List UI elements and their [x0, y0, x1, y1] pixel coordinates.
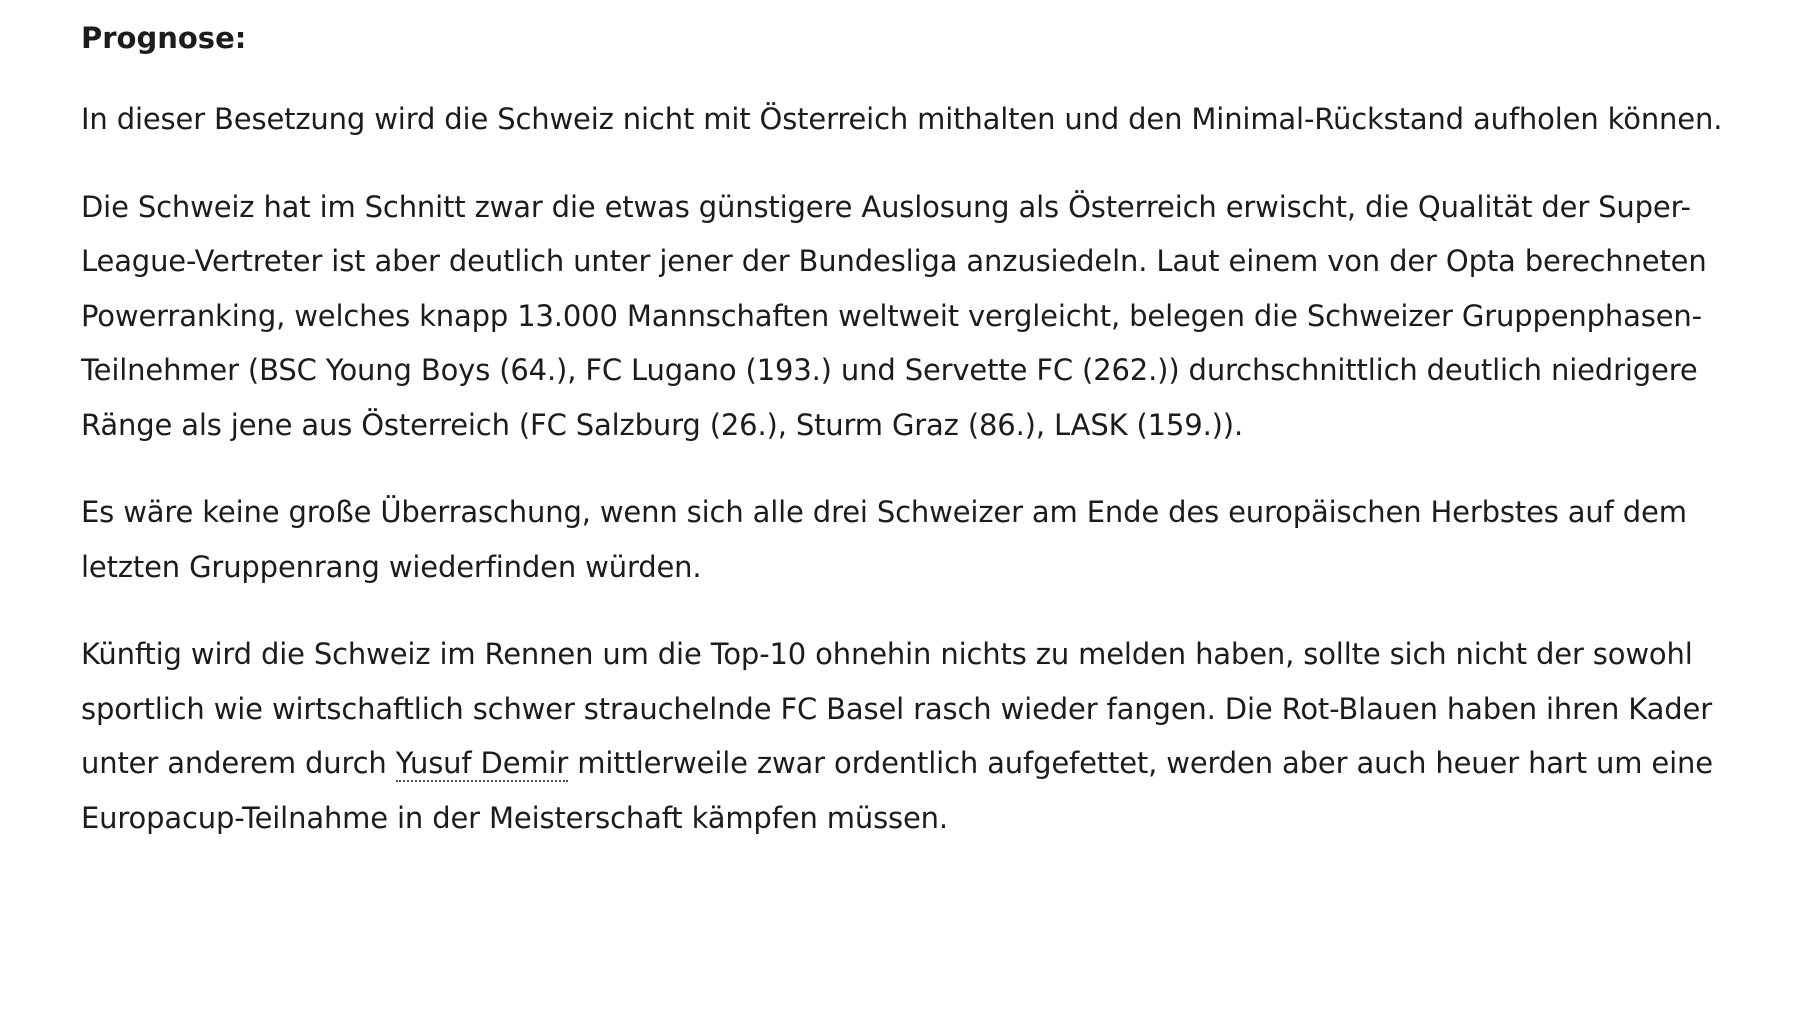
player-link-yusuf-demir[interactable]: Yusuf Demir — [395, 746, 569, 780]
article-body — [81, 14, 1741, 878]
paragraph-ranking-comparison: Die Schweiz hat im Schnitt zwar die etwas günstigere Auslosung als Österreich erwischt, die Qualität der Super-League-Vertreter ist aber deutlich unter jener der Bundesliga anzusiedeln. Laut einem von der Opta berechneten Powerranking, welches knapp 13.000 Mannschaften weltweit vergleicht, belegen die Schweizer Gruppenphasen-Teilnehmer (BSC Young Boys (64.), FC Lugano (193.) und Servette FC (262.)) durchschnittlich deutlich niedrigere Ränge als jene aus Österreich (FC Salzburg (26.), Sturm Graz (86.), LASK (159.)). — [81, 189, 1707, 442]
section-heading: Prognose: — [81, 21, 247, 55]
paragraph-group-outlook: Es wäre keine große Überraschung, wenn sich alle drei Schweizer am Ende des europäischen Herbstes auf dem letzten Gruppenrang wiederfinden würden. — [81, 495, 1687, 584]
paragraph-text-after-link: mittlerweile zwar ordentlich aufgefettet, werden aber auch heuer hart um eine Europacup-Teilnahme in der Meisterschaft kämpfen müssen. — [81, 746, 1713, 835]
paragraph-forecast-intro: In dieser Besetzung wird die Schweiz nicht mit Österreich mithalten und den Minimal-Rückstand aufholen können. — [81, 102, 1723, 136]
paragraph-text-before-link: Künftig wird die Schweiz im Rennen um die Top-10 ohnehin nichts zu melden haben, sollte sich nicht der sowohl sportlich wie wirtschaftlich schwer strauchelnde FC Basel rasch wieder fangen. Die Rot-Blauen haben ihren Kader unter anderem durch — [81, 637, 1712, 780]
paragraph-fc-basel — [81, 627, 1741, 845]
